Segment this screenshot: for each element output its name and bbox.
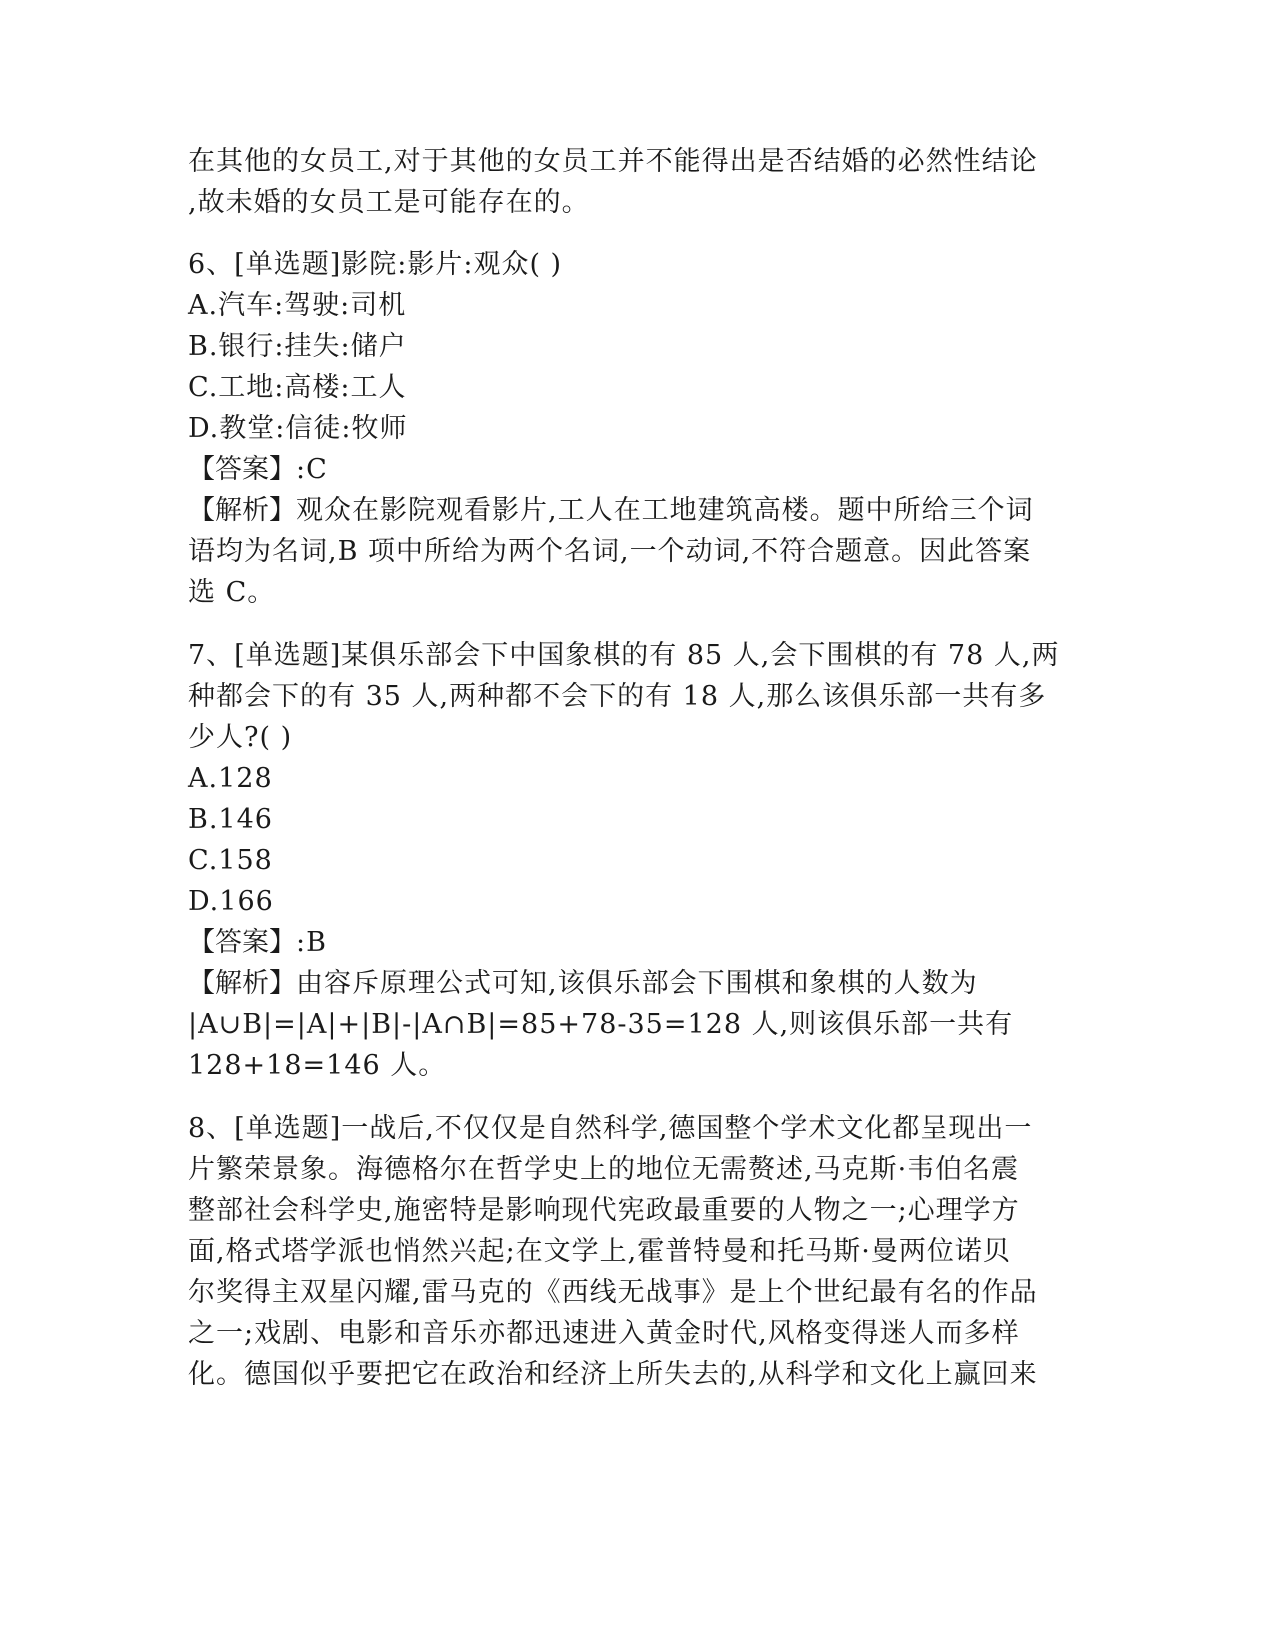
question-6-option-a: A.汽车:驾驶:司机 xyxy=(188,290,407,321)
question-8-stem-line: 之一;戏剧、电影和音乐亦都迅速进入黄金时代,风格变得迷人而多样 xyxy=(188,1318,1020,1349)
analysis-text: 观众在影院观看影片,工人在工地建筑高楼。题中所给三个词 xyxy=(296,495,1034,526)
question-7-stem-line: 种都会下的有 35 人,两种都不会下的有 18 人,那么该俱乐部一共有多 xyxy=(188,681,1047,712)
question-7-stem-line: 7、[单选题]某俱乐部会下中国象棋的有 85 人,会下围棋的有 78 人,两 xyxy=(188,640,1060,671)
question-6-option-d: D.教堂:信徒:牧师 xyxy=(188,413,408,444)
answer-label: 【答案】 xyxy=(188,927,296,958)
question-7-option-c: C.158 xyxy=(188,845,273,876)
question-6-analysis-line: 语均为名词,B 项中所给为两个名词,一个动词,不符合题意。因此答案 xyxy=(188,536,1032,567)
answer-value: :C xyxy=(296,454,328,485)
question-8-stem-line: 面,格式塔学派也悄然兴起;在文学上,霍普特曼和托马斯·曼两位诺贝 xyxy=(188,1236,1011,1267)
question-7-stem-line: 少人?( ) xyxy=(188,722,293,753)
prev-explanation-line: 在其他的女员工,对于其他的女员工并不能得出是否结婚的必然性结论 xyxy=(188,146,1038,177)
answer-label: 【答案】 xyxy=(188,454,296,485)
question-6-option-b: B.银行:挂失:储户 xyxy=(188,331,407,362)
analysis-label: 【解析】 xyxy=(188,495,296,526)
question-6-analysis-line: 选 C。 xyxy=(188,577,276,608)
question-7-analysis-line: |A∪B|=|A|+|B|-|A∩B|=85+78-35=128 人,则该俱乐部一共有 xyxy=(188,1009,1014,1040)
question-6-analysis xyxy=(188,494,1034,534)
question-8-stem-line: 化。德国似乎要把它在政治和经济上所失去的,从科学和文化上赢回来 xyxy=(188,1359,1038,1390)
question-7-analysis-line: 128+18=146 人。 xyxy=(188,1050,447,1081)
question-7-analysis xyxy=(188,967,978,1007)
question-7-option-a: A.128 xyxy=(188,763,273,794)
answer-value: :B xyxy=(296,927,327,958)
question-6-stem: 6、[单选题]影院:影片:观众( ) xyxy=(188,249,563,280)
question-7-option-d: D.166 xyxy=(188,886,274,917)
question-6-option-c: C.工地:高楼:工人 xyxy=(188,372,407,403)
question-8-stem-line: 8、[单选题]一战后,不仅仅是自然科学,德国整个学术文化都呈现出一 xyxy=(188,1113,1033,1144)
question-7-option-b: B.146 xyxy=(188,804,273,835)
prev-explanation-line: ,故未婚的女员工是可能存在的。 xyxy=(188,187,590,218)
question-8-stem-line: 整部社会科学史,施密特是影响现代宪政最重要的人物之一;心理学方 xyxy=(188,1195,1020,1226)
analysis-label: 【解析】 xyxy=(188,968,296,999)
question-7-answer xyxy=(188,926,327,966)
question-8-stem-line: 尔奖得主双星闪耀,雷马克的《西线无战事》是上个世纪最有名的作品 xyxy=(188,1277,1038,1308)
analysis-text: 由容斥原理公式可知,该俱乐部会下围棋和象棋的人数为 xyxy=(296,968,978,999)
question-6-answer xyxy=(188,453,328,493)
question-8-stem-line: 片繁荣景象。海德格尔在哲学史上的地位无需赘述,马克斯·韦伯名震 xyxy=(188,1154,1020,1185)
